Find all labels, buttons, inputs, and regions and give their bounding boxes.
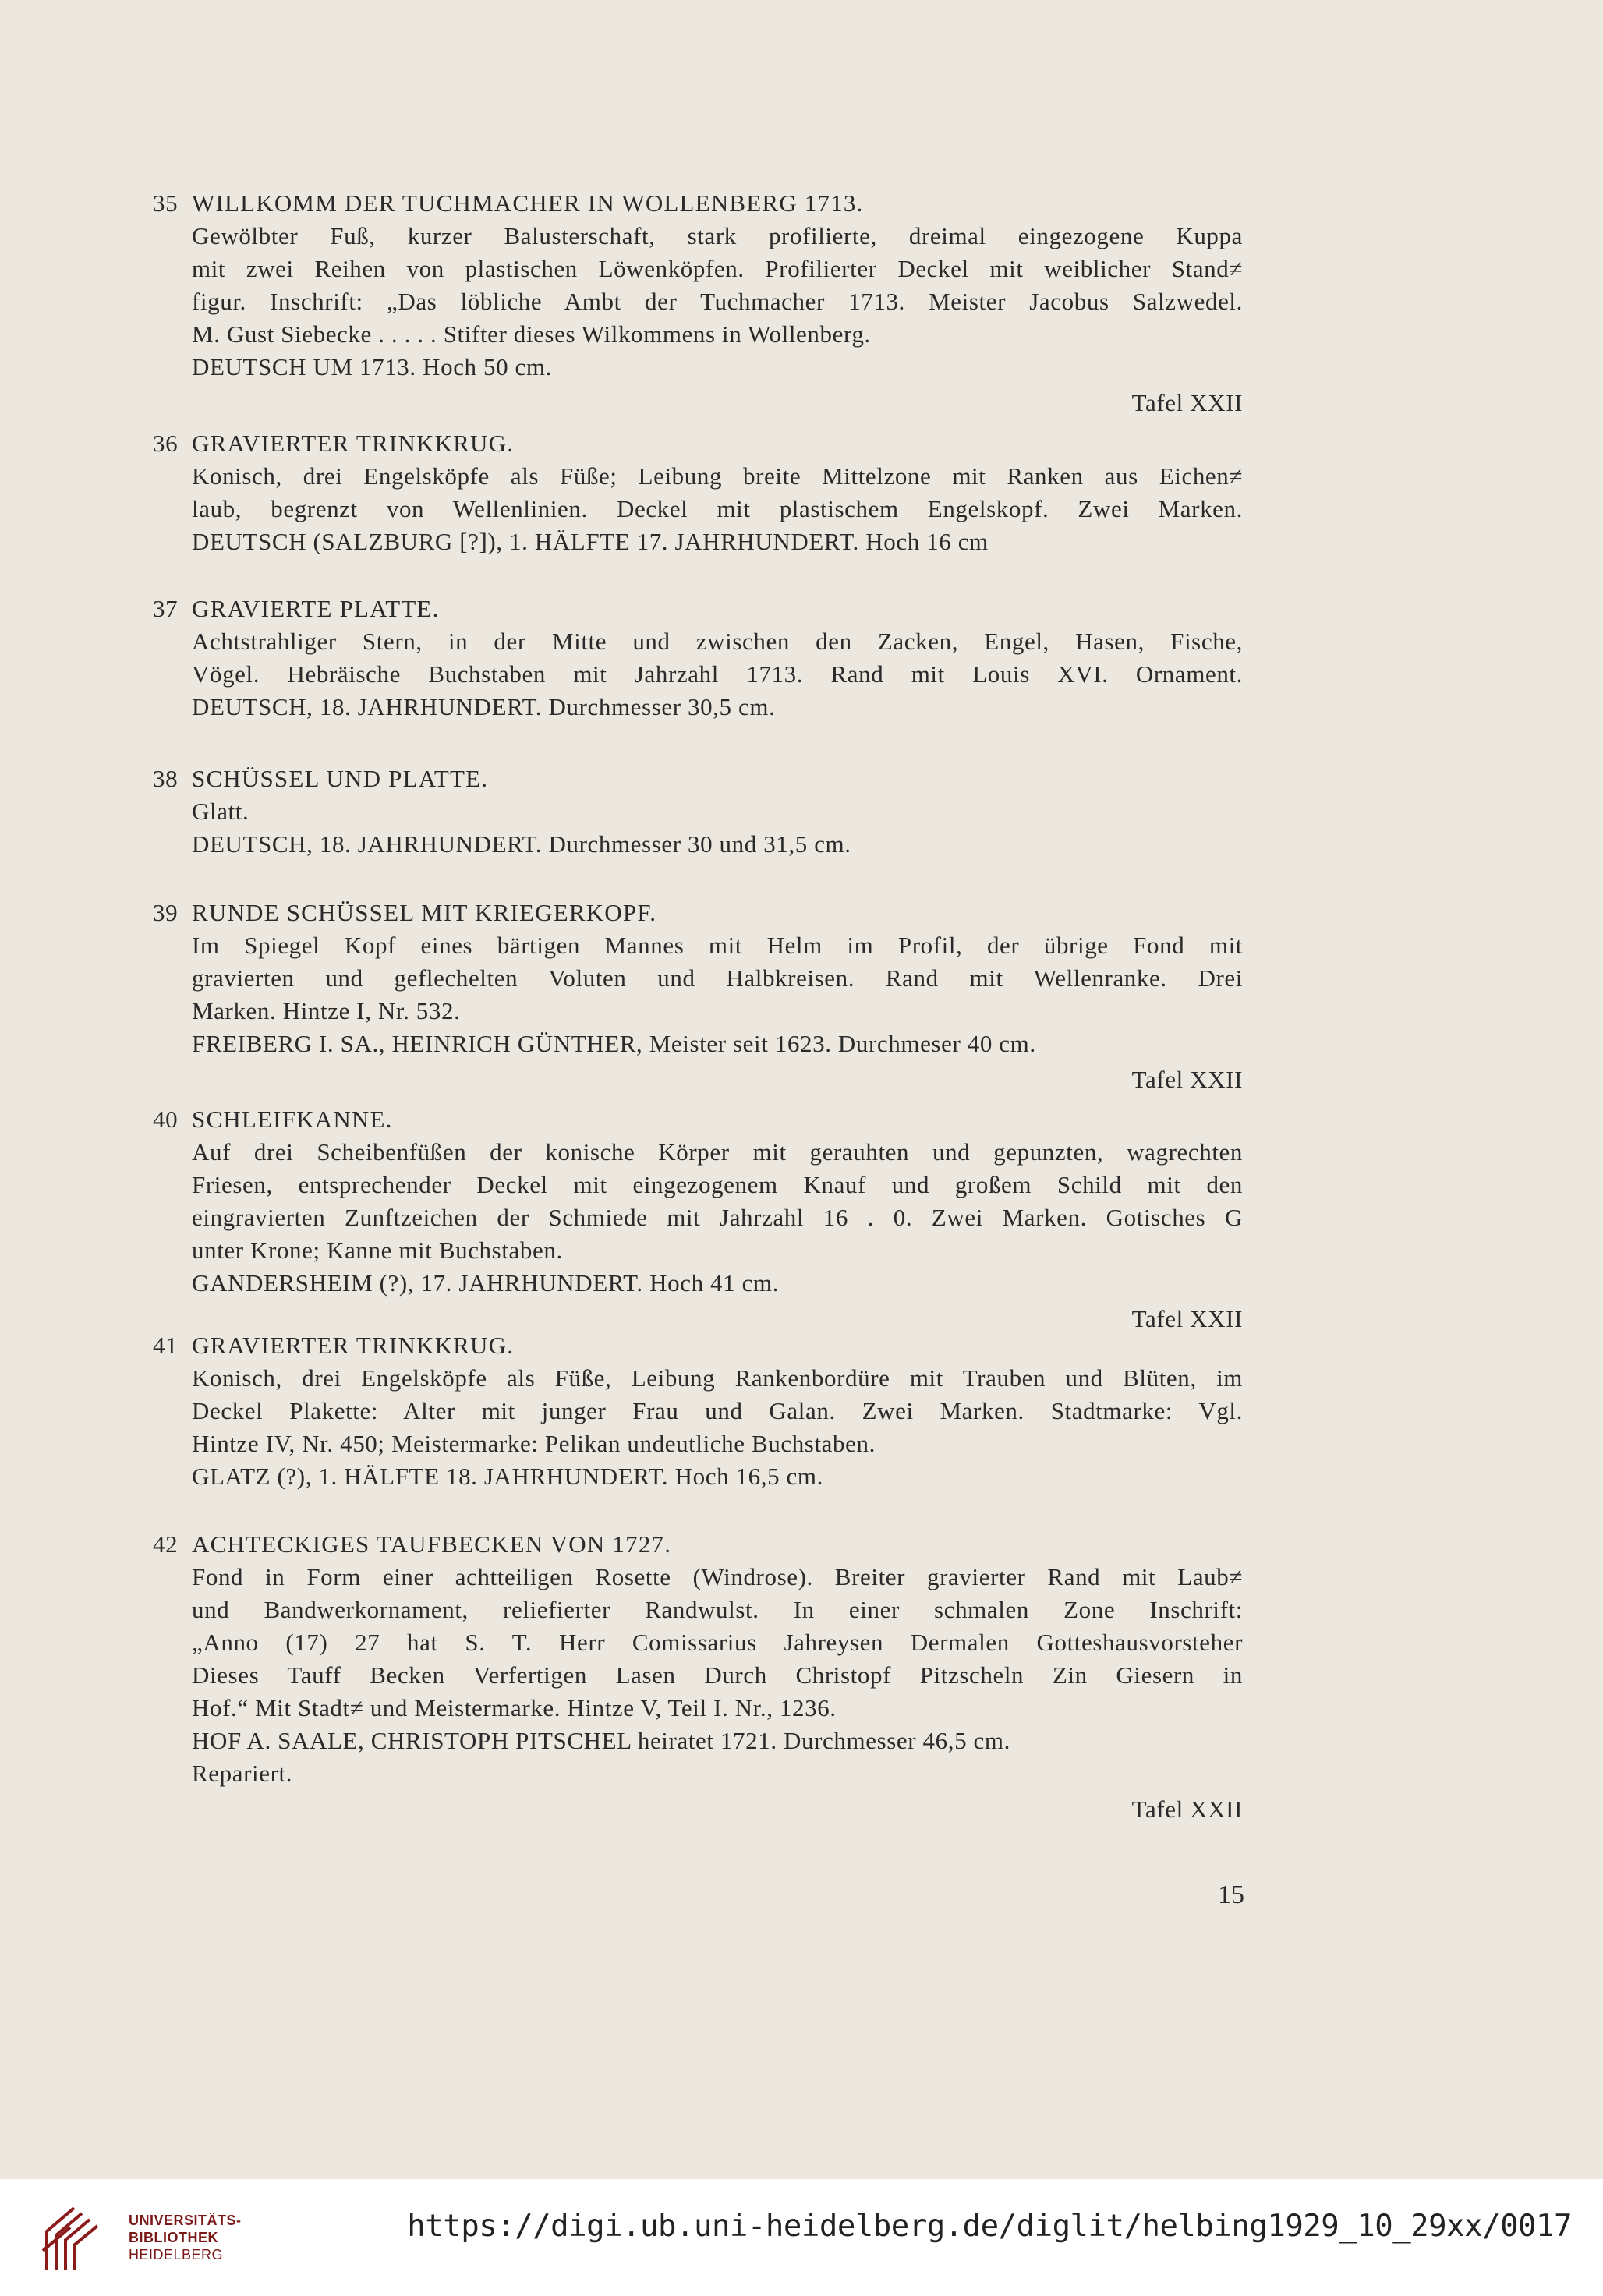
entry-text-line: M. Gust Siebecke . . . . . Stifter dieses Wilkommens in Wollenberg. <box>192 320 871 348</box>
entry-text-line: Im Spiegel Kopf eines bärtigen Mannes mit Helm im Profil, der übrige Fond mit <box>192 932 1243 959</box>
entry-title: SCHLEIFKANNE. <box>192 1106 393 1133</box>
catalog-entry <box>153 897 1243 1096</box>
library-logo-text <box>129 2212 242 2263</box>
catalog-entry <box>153 1528 1243 1826</box>
entry-heading <box>153 1528 1243 1561</box>
entry-text-line: Repariert. <box>192 1760 293 1787</box>
entry-title: WILLKOMM DER TUCHMACHER IN WOLLENBERG 1713. <box>192 189 864 217</box>
entry-title: GRAVIERTER TRINKKRUG. <box>192 430 515 457</box>
entry-text-line: und Bandwerkornament, reliefierter Randwulst. In einer schmalen Zone Inschrift: <box>192 1596 1243 1623</box>
catalog-entry <box>153 187 1243 419</box>
entry-heading <box>153 427 1243 460</box>
entry-text-line: Konisch, drei Engelsköpfe als Füße, Leibung Rankenbordüre mit Trauben und Blüten, im <box>192 1364 1243 1392</box>
entry-heading <box>153 897 1243 929</box>
catalog-entry <box>153 593 1243 723</box>
entry-text-line: Auf drei Scheibenfüßen der konische Körper mit gerauhten und gepunzten, wagrechten <box>192 1138 1243 1166</box>
entry-text-line: laub, begrenzt von Wellenlinien. Deckel mit plastischem Engelskopf. Zwei Marken. <box>192 495 1243 522</box>
entry-text-line: „Anno (17) 27 hat S. T. Herr Comissarius Jahreysen Dermalen Gotteshausvorsteher <box>192 1629 1243 1656</box>
entry-number: 42 <box>153 1530 179 1558</box>
plate-reference: Tafel XXII <box>1131 389 1243 416</box>
entry-text-line: FREIBERG I. SA., HEINRICH GÜNTHER, Meister seit 1623. Durchmeser 40 cm. <box>192 1030 1036 1057</box>
entry-text-line: Hintze IV, Nr. 450; Meistermarke: Pelikan undeutliche Buchstaben. <box>192 1430 876 1457</box>
entry-number: 36 <box>153 430 179 457</box>
entry-text-line: DEUTSCH, 18. JAHRHUNDERT. Durchmesser 30,5 cm. <box>192 693 776 720</box>
library-logo-icon <box>39 2204 117 2274</box>
logo-line: UNIVERSITÄTS- <box>129 2213 242 2228</box>
entry-text-line: gravierten und geflechelten Voluten und Halbkreisen. Rand mit Wellenranke. Drei <box>192 964 1243 992</box>
entry-heading <box>153 593 1243 625</box>
logo-line: BIBLIOTHEK <box>129 2230 218 2245</box>
entry-text-line: Gewölbter Fuß, kurzer Balusterschaft, stark profilierte, dreimal eingezogene Kuppa <box>192 222 1243 249</box>
entry-text-line: eingravierten Zunftzeichen der Schmiede mit Jahrzahl 16 . 0. Zwei Marken. Gotisches G <box>192 1204 1243 1231</box>
entry-heading <box>153 187 1243 220</box>
library-logo[interactable] <box>39 2204 273 2274</box>
entry-text-line: figur. Inschrift: „Das löbliche Ambt der Tuchmacher 1713. Meister Jacobus Salzwedel. <box>192 288 1243 315</box>
entry-heading <box>153 1329 1243 1362</box>
entry-number: 40 <box>153 1106 179 1133</box>
plate-reference: Tafel XXII <box>1131 1305 1243 1332</box>
entry-text-line: mit zwei Reihen von plastischen Löwenköpfen. Profilierter Deckel mit weiblicher Stand≠ <box>192 255 1243 282</box>
entry-title: RUNDE SCHÜSSEL MIT KRIEGERKOPF. <box>192 899 657 926</box>
plate-reference: Tafel XXII <box>1131 1066 1243 1093</box>
entry-text-line: DEUTSCH (SALZBURG [?]), 1. HÄLFTE 17. JAHRHUNDERT. Hoch 16 cm <box>192 528 989 555</box>
entry-text-line: DEUTSCH, 18. JAHRHUNDERT. Durchmesser 30 und 31,5 cm. <box>192 830 851 858</box>
entry-text-line: Glatt. <box>192 798 249 825</box>
logo-line: HEIDELBERG <box>129 2247 224 2262</box>
entry-text-line: Hof.“ Mit Stadt≠ und Meistermarke. Hintze V, Teil I. Nr., 1236. <box>192 1694 837 1721</box>
entry-number: 38 <box>153 765 179 792</box>
entry-text-line: unter Krone; Kanne mit Buchstaben. <box>192 1236 563 1264</box>
entry-text-line: GLATZ (?), 1. HÄLFTE 18. JAHRHUNDERT. Hoch 16,5 cm. <box>192 1463 823 1490</box>
catalog-entry <box>153 762 1243 861</box>
entry-text-line: Fond in Form einer achtteiligen Rosette (Windrose). Breiter gravierter Rand mit Laub≠ <box>192 1563 1243 1590</box>
entry-title: SCHÜSSEL UND PLATTE. <box>192 765 489 792</box>
entry-text-line: Vögel. Hebräische Buchstaben mit Jahrzahl 1713. Rand mit Louis XVI. Ornament. <box>192 660 1243 688</box>
entry-title: GRAVIERTER TRINKKRUG. <box>192 1332 515 1359</box>
entry-text-line: Deckel Plakette: Alter mit junger Frau und Galan. Zwei Marken. Stadtmarke: Vgl. <box>192 1397 1243 1424</box>
catalog-entry <box>153 427 1243 558</box>
entry-number: 39 <box>153 899 179 926</box>
permalink-url[interactable]: https://digi.ub.uni-heidelberg.de/diglit/helbing1929_10_29xx/0017 <box>407 2209 1572 2244</box>
entry-text-line: Dieses Tauff Becken Verfertigen Lasen Durch Christopf Pitzscheln Zin Giesern in <box>192 1661 1243 1689</box>
catalog-entry <box>153 1329 1243 1493</box>
entry-number: 37 <box>153 595 179 622</box>
entry-text-line: HOF A. SAALE, CHRISTOPH PITSCHEL heiratet 1721. Durchmesser 46,5 cm. <box>192 1727 1010 1754</box>
entry-text-line: Achtstrahliger Stern, in der Mitte und zwischen den Zacken, Engel, Hasen, Fische, <box>192 628 1243 655</box>
plate-reference: Tafel XXII <box>1131 1795 1243 1823</box>
entry-number: 41 <box>153 1332 179 1359</box>
entry-title: GRAVIERTE PLATTE. <box>192 595 440 622</box>
entry-text-line: Marken. Hintze I, Nr. 532. <box>192 997 461 1024</box>
entry-text-line: DEUTSCH UM 1713. Hoch 50 cm. <box>192 353 552 380</box>
page-number: 15 <box>1218 1880 1244 1909</box>
entry-text-line: Friesen, entsprechender Deckel mit eingezogenem Knauf und großem Schild mit den <box>192 1171 1243 1198</box>
entry-heading <box>153 762 1243 795</box>
entry-heading <box>153 1103 1243 1136</box>
entry-text-line: Konisch, drei Engelsköpfe als Füße; Leibung breite Mittelzone mit Ranken aus Eichen≠ <box>192 462 1243 490</box>
entry-title: ACHTECKIGES TAUFBECKEN VON 1727. <box>192 1530 672 1558</box>
entry-text-line: GANDERSHEIM (?), 17. JAHRHUNDERT. Hoch 41 cm. <box>192 1269 779 1297</box>
catalog-entry <box>153 1103 1243 1336</box>
entry-number: 35 <box>153 189 179 217</box>
footer-bar <box>0 2179 1603 2296</box>
